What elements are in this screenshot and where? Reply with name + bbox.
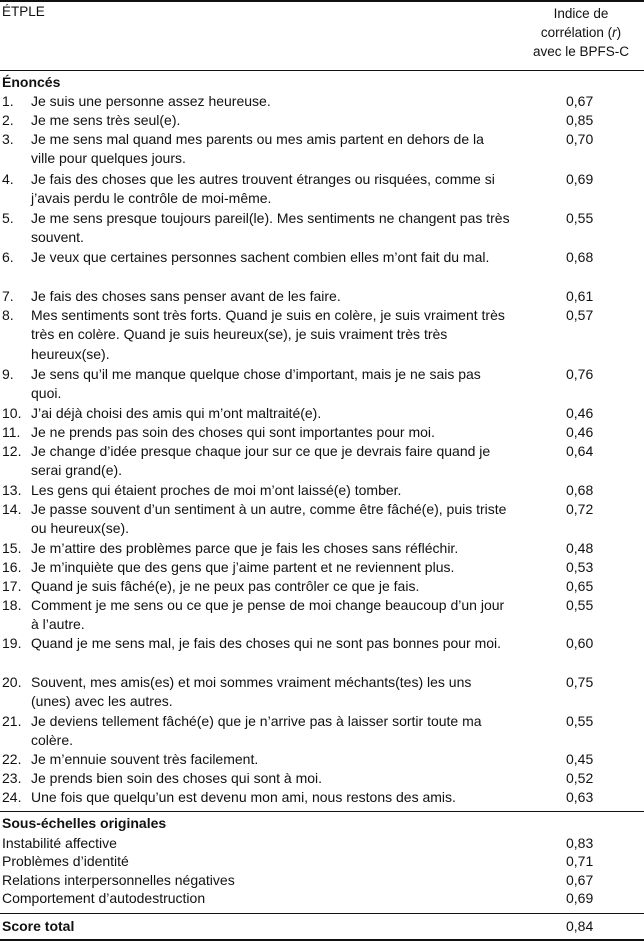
item-number: 12. xyxy=(2,443,22,459)
subscale-text: Comportement d’autodestruction xyxy=(2,890,206,906)
item-value: 0,55 xyxy=(566,713,594,729)
subscale-value: 0,71 xyxy=(566,853,594,869)
item-number: 1. xyxy=(2,93,14,109)
item-text: Je m’ennuie souvent très facilement. xyxy=(31,751,259,767)
header-rule xyxy=(0,70,644,71)
item-value: 0,64 xyxy=(566,443,594,459)
item-number: 19. xyxy=(2,635,22,651)
item-number: 4. xyxy=(2,171,14,187)
item-text: Je suis une personne assez heureuse. xyxy=(31,93,271,109)
item-value: 0,72 xyxy=(566,501,594,517)
item-text: Quand je suis fâché(e), je ne peux pas contrôler ce que je fais. xyxy=(31,578,420,594)
subscale-value: 0,83 xyxy=(566,835,594,851)
item-text: Je fais des choses que les autres trouvent étranges ou risquées, comme si j’avais perdu le contrôle de moi-même. xyxy=(31,171,495,207)
column-header-correlation xyxy=(520,4,642,61)
item-value: 0,60 xyxy=(566,635,594,651)
item-number: 2. xyxy=(2,112,14,128)
section-title-sous-echelles: Sous-échelles originales xyxy=(2,815,167,831)
item-value: 0,57 xyxy=(566,307,594,323)
item-text: Je deviens tellement fâché(e) que je n’arrive pas à laisser sortir toute ma colère. xyxy=(31,713,482,749)
item-value: 0,48 xyxy=(566,540,594,556)
item-value: 0,63 xyxy=(566,789,594,805)
item-value: 0,52 xyxy=(566,770,594,786)
item-value: 0,75 xyxy=(566,674,594,690)
subscale-value: 0,67 xyxy=(566,872,594,888)
section-title-enonces: Énoncés xyxy=(2,74,61,90)
item-value: 0,45 xyxy=(566,751,594,767)
item-text: Une fois que quelqu’un est devenu mon ami, nous restons des amis. xyxy=(31,789,456,805)
total-rule xyxy=(0,913,644,914)
header-line-2-pre: corrélation ( xyxy=(540,25,613,40)
item-value: 0,61 xyxy=(566,288,594,304)
item-value: 0,70 xyxy=(566,131,594,147)
item-text: Je ne prends pas soin des choses qui sont importantes pour moi. xyxy=(31,424,435,440)
item-value: 0,76 xyxy=(566,366,594,382)
item-number: 7. xyxy=(2,288,14,304)
item-number: 24. xyxy=(2,789,22,805)
subscale-value: 0,69 xyxy=(566,890,594,906)
item-value: 0,46 xyxy=(566,424,594,440)
total-label: Score total xyxy=(2,918,75,934)
item-number: 8. xyxy=(2,307,14,323)
item-number: 3. xyxy=(2,131,14,147)
header-r-symbol: r xyxy=(612,25,617,40)
subscale-text: Instabilité affective xyxy=(2,835,117,851)
item-number: 15. xyxy=(2,540,22,556)
item-number: 6. xyxy=(2,249,14,265)
item-number: 18. xyxy=(2,597,22,613)
item-text: Les gens qui étaient proches de moi m’ont laissé(e) tomber. xyxy=(31,482,402,498)
item-number: 17. xyxy=(2,578,22,594)
item-text: Souvent, mes amis(es) et moi sommes vraiment méchants(tes) les uns (unes) avec les autres. xyxy=(31,674,472,710)
item-number: 20. xyxy=(2,674,22,690)
subscale-text: Relations interpersonnelles négatives xyxy=(2,872,235,888)
item-text: Je m’attire des problèmes parce que je fais les choses sans réfléchir. xyxy=(31,540,459,556)
item-value: 0,65 xyxy=(566,578,594,594)
item-number: 5. xyxy=(2,210,14,226)
item-text: Je prends bien soin des choses qui sont à moi. xyxy=(31,770,323,786)
item-number: 23. xyxy=(2,770,22,786)
item-value: 0,67 xyxy=(566,93,594,109)
bottom-rule xyxy=(0,939,644,941)
header-line-2-post: ) xyxy=(616,25,622,40)
item-value: 0,85 xyxy=(566,112,594,128)
item-number: 13. xyxy=(2,482,22,498)
item-number: 22. xyxy=(2,751,22,767)
item-text: Mes sentiments sont très forts. Quand je suis en colère, je suis vraiment très très en colère. Quand je suis heureux(se), je suis vraiment très très heureux(se). xyxy=(31,307,505,362)
item-text: J’ai déjà choisi des amis qui m’ont maltraité(e). xyxy=(31,405,322,421)
item-number: 16. xyxy=(2,559,22,575)
item-number: 10. xyxy=(2,405,22,421)
item-text: Je veux que certaines personnes sachent combien elles m’ont fait du mal. xyxy=(31,249,490,265)
item-number: 14. xyxy=(2,501,22,517)
item-text: Je m’inquiète que des gens que j’aime partent et ne reviennent plus. xyxy=(31,559,455,575)
item-value: 0,53 xyxy=(566,559,594,575)
item-value: 0,68 xyxy=(566,482,594,498)
item-text: Je fais des choses sans penser avant de les faire. xyxy=(31,288,341,304)
header-line-3: avec le BPFS-C xyxy=(532,44,630,59)
item-text: Je passe souvent d’un sentiment à un autre, comme être fâché(e), puis triste ou heureux(se). xyxy=(31,501,507,537)
item-value: 0,46 xyxy=(566,405,594,421)
item-text: Quand je me sens mal, je fais des choses qui ne sont pas bonnes pour moi. xyxy=(31,635,502,651)
item-number: 11. xyxy=(2,424,21,440)
item-text: Je sens qu’il me manque quelque chose d’important, mais je ne sais pas quoi. xyxy=(31,366,481,402)
total-value: 0,84 xyxy=(566,918,594,934)
item-value: 0,69 xyxy=(566,171,594,187)
item-number: 9. xyxy=(2,366,14,382)
column-header-items: ÉTPLE xyxy=(2,4,45,19)
item-text: Je me sens mal quand mes parents ou mes amis partent en dehors de la ville pour quelques jours. xyxy=(31,131,484,167)
top-rule xyxy=(0,0,644,2)
item-text: Je me sens presque toujours pareil(le). Mes sentiments ne changent pas très souvent. xyxy=(31,210,510,246)
item-text: Je change d’idée presque chaque jour sur ce que je devrais faire quand je serai grand(e). xyxy=(31,443,491,479)
item-value: 0,68 xyxy=(566,249,594,265)
header-line-2 xyxy=(520,23,642,42)
item-text: Comment je me sens ou ce que je pense de moi change beaucoup d’un jour à l’autre. xyxy=(31,597,505,633)
item-text: Je me sens très seul(e). xyxy=(31,112,181,128)
item-number: 21. xyxy=(2,713,22,729)
item-value: 0,55 xyxy=(566,210,594,226)
subscale-text: Problèmes d’identité xyxy=(2,853,129,869)
subscale-rule xyxy=(0,811,644,812)
item-value: 0,55 xyxy=(566,597,594,613)
header-line-1: Indice de xyxy=(553,6,609,21)
